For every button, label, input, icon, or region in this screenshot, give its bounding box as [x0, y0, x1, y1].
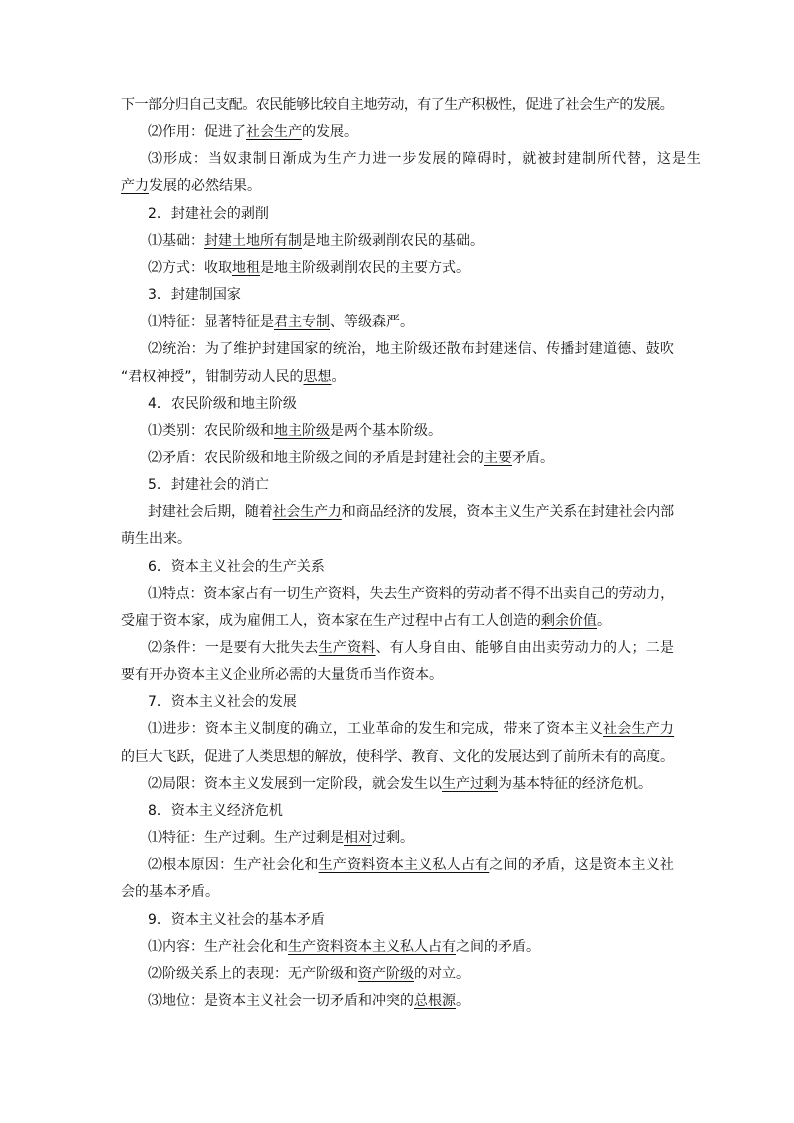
text-segment: ⑵局限：资本主义发展到一定阶段，就会发生以 — [148, 776, 442, 792]
text-segment: ⑶形成：当奴隶制日渐成为生产力进一步发展的障碍时，就被封建制所代替，这是生 — [148, 151, 702, 167]
text-line — [148, 502, 674, 522]
text-segment: ⑴进步：资本主义制度的确立，工业革命的发生和完成，带来了资本主义 — [148, 721, 604, 737]
underlined-answer: 生产过剩 — [442, 776, 498, 792]
text-segment: 。 — [597, 613, 611, 629]
text-line — [148, 204, 269, 224]
text-segment: 9．资本主义社会的基本矛盾 — [148, 912, 325, 928]
text-segment: 萌生出来。 — [121, 531, 191, 547]
text-line — [148, 421, 442, 441]
text-segment: “君权神授”，钳制劳动人民的 — [121, 369, 304, 385]
text-line — [148, 122, 358, 142]
text-segment: 矛盾。 — [512, 450, 554, 466]
text-segment: 和商品经济的发展，资本主义生产关系在封建社会内部 — [341, 504, 674, 520]
underlined-answer: 地租 — [232, 260, 260, 276]
text-line — [148, 991, 470, 1011]
text-line — [148, 312, 414, 332]
text-line — [148, 584, 674, 604]
text-segment: 下一部分归自己支配。农民能够比较自主地劳动，有了生产积极性，促进了社会生产的发展。 — [121, 97, 674, 113]
text-segment: 、等级森严。 — [330, 314, 414, 330]
text-line — [148, 231, 484, 251]
text-line — [121, 529, 191, 549]
underlined-answer: 思想 — [303, 369, 332, 385]
text-segment: ⑴类别：农民阶级和 — [148, 423, 274, 439]
text-line — [148, 937, 540, 957]
underlined-answer: 总根源 — [414, 993, 456, 1009]
text-segment: 之间的矛盾，这是资本主义社 — [489, 857, 675, 873]
text-segment: 8．资本主义经济危机 — [148, 803, 283, 819]
text-segment: 是两个基本阶级。 — [330, 423, 442, 439]
text-line — [148, 910, 325, 930]
text-line — [148, 855, 674, 875]
text-line — [148, 801, 283, 821]
text-line — [148, 394, 297, 414]
text-line — [148, 339, 674, 359]
text-segment: ⑵作用：促进了 — [148, 124, 246, 140]
text-line — [121, 747, 674, 767]
underlined-answer: 生产资料资本主义私人占有 — [318, 857, 490, 873]
underlined-answer: 生产资料 — [318, 640, 376, 656]
text-segment: 7．资本主义社会的发展 — [148, 694, 297, 710]
text-line — [148, 692, 297, 712]
text-segment: 是地主阶级剥削农民的基础。 — [302, 233, 484, 249]
text-segment: 5．封建社会的消亡 — [148, 477, 269, 493]
text-segment: ⑴特点：资本家占有一切生产资料，失去生产资料的劳动者不得不出卖自己的劳动力， — [148, 586, 674, 602]
text-segment: ⑴特征：显著特征是 — [148, 314, 274, 330]
text-line — [148, 475, 269, 495]
underlined-answer: 封建土地所有制 — [204, 233, 302, 249]
underlined-answer: 主要 — [484, 450, 512, 466]
underlined-answer: 社会生产力 — [272, 504, 342, 520]
text-segment: ⑵条件：一是要有大批失去 — [148, 640, 319, 656]
text-line — [148, 774, 652, 794]
text-segment: 。 — [456, 993, 470, 1009]
text-line — [148, 557, 325, 577]
underlined-answer: 君主专制 — [274, 314, 330, 330]
text-segment: ⑴内容：生产社会化和 — [148, 939, 288, 955]
underlined-answer: 资产阶级 — [358, 966, 414, 982]
text-segment: 的对立。 — [414, 966, 470, 982]
text-line — [121, 95, 673, 115]
text-line — [121, 367, 346, 387]
text-segment: ⑵根本原因：生产社会化和 — [148, 857, 319, 873]
underlined-answer: 产力 — [121, 178, 149, 194]
text-line — [121, 882, 219, 902]
text-segment: 过剩。 — [372, 830, 414, 846]
text-segment: 。 — [331, 369, 346, 385]
text-segment: 是地主阶级剥削农民的主要方式。 — [260, 260, 470, 276]
text-segment: 之间的矛盾。 — [456, 939, 540, 955]
text-segment: 的巨大飞跃，促进了人类思想的解放，使科学、教育、文化的发展达到了前所未有的高度。 — [121, 749, 674, 765]
underlined-answer: 剩余价值 — [541, 613, 597, 629]
text-segment: 受雇于资本家，成为雇佣工人，资本家在生产过程中占有工人创造的 — [121, 613, 541, 629]
text-segment: 为基本特征的经济危机。 — [498, 776, 652, 792]
text-line — [148, 285, 241, 305]
text-line — [148, 828, 414, 848]
text-line — [148, 964, 470, 984]
text-segment: ⑴基础： — [148, 233, 204, 249]
text-line — [148, 638, 674, 658]
text-segment: ⑵矛盾：农民阶级和地主阶级之间的矛盾是封建社会的 — [148, 450, 484, 466]
text-segment: 的发展。 — [302, 124, 358, 140]
underlined-answer: 生产资料资本主义私人占有 — [288, 939, 456, 955]
text-segment: 要有开办资本主义企业所必需的大量货币当作资本。 — [121, 667, 443, 683]
text-line — [148, 149, 702, 169]
text-segment: 6．资本主义社会的生产关系 — [148, 559, 325, 575]
underlined-answer: 相对 — [344, 830, 372, 846]
text-line — [148, 448, 554, 468]
text-segment: ⑶地位：是资本主义社会一切矛盾和冲突的 — [148, 993, 414, 1009]
text-segment: 2．封建社会的剥削 — [148, 206, 269, 222]
text-line — [121, 176, 261, 196]
underlined-answer: 地主阶级 — [274, 423, 330, 439]
text-segment: 3．封建制国家 — [148, 287, 241, 303]
text-line — [148, 258, 470, 278]
text-segment: ⑴特征：生产过剩。生产过剩是 — [148, 830, 344, 846]
text-segment: 会的基本矛盾。 — [121, 884, 219, 900]
text-segment: ⑵方式：收取 — [148, 260, 232, 276]
text-segment: ⑵统治：为了维护封建国家的统治，地主阶级还散布封建迷信、传播封建道德、鼓吹 — [148, 341, 675, 357]
text-line — [121, 665, 443, 685]
underlined-answer: 社会生产力 — [603, 721, 675, 737]
text-segment: ⑵阶级关系上的表现：无产阶级和 — [148, 966, 358, 982]
text-line — [148, 719, 674, 739]
underlined-answer: 社会生产 — [246, 124, 302, 140]
text-segment: 、有人身自由、能够自由出卖劳动力的人；二是 — [375, 640, 675, 656]
text-line — [121, 611, 611, 631]
text-segment: 发展的必然结果。 — [149, 178, 261, 194]
text-segment: 封建社会后期，随着 — [148, 504, 273, 520]
text-segment: 4．农民阶级和地主阶级 — [148, 396, 297, 412]
